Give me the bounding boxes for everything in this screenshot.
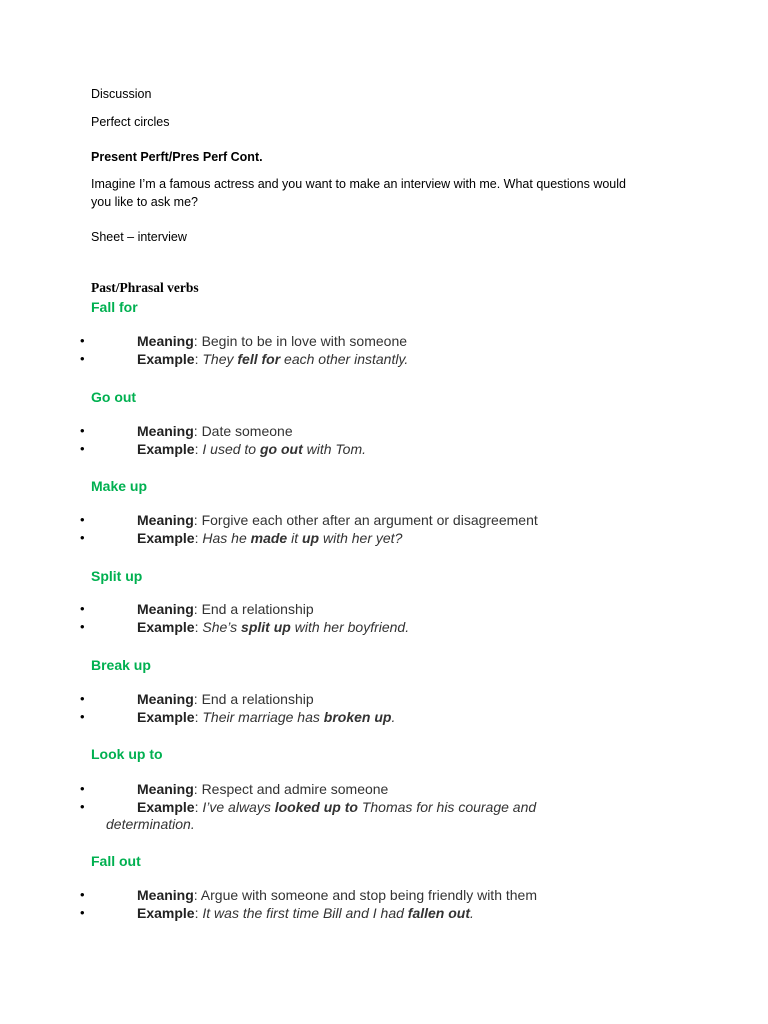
example-part: Has he	[202, 530, 251, 546]
example-part: with her yet?	[319, 530, 403, 546]
example-label: Example	[137, 530, 195, 546]
example-text	[202, 441, 366, 457]
meaning-label: Meaning	[137, 887, 194, 903]
meaning-label: Meaning	[137, 691, 194, 707]
example-part: it	[287, 530, 302, 546]
example-label: Example	[137, 351, 195, 367]
example-part: with her boyfriend.	[290, 619, 410, 635]
example-label: Example	[137, 709, 195, 725]
example-highlight: fallen out	[407, 905, 471, 921]
phrasal-verb-title: Look up to	[91, 746, 163, 762]
bullet-icon: •	[80, 691, 85, 706]
separator: :	[193, 887, 201, 903]
separator: :	[193, 512, 202, 528]
example-highlight: looked up to	[274, 799, 358, 815]
separator: :	[194, 530, 203, 546]
example-part: with Tom.	[302, 441, 367, 457]
meaning-text: End a relationship	[201, 691, 314, 707]
bullet-icon: •	[80, 351, 85, 366]
bullet-icon: •	[80, 441, 85, 456]
example-text	[202, 530, 402, 546]
example-text	[202, 709, 395, 725]
meaning-text: Begin to be in love with someone	[201, 333, 408, 349]
example-part: I used to	[202, 441, 260, 457]
example-label: Example	[137, 905, 195, 921]
separator: :	[194, 709, 203, 725]
phrasal-verb-title: Go out	[91, 389, 137, 405]
meaning-text: Argue with someone and stop being friendly with them	[200, 887, 537, 903]
discussion-label: Discussion	[91, 87, 152, 101]
bullet-icon: •	[80, 530, 85, 545]
separator: :	[193, 781, 202, 797]
bullet-icon: •	[80, 512, 85, 527]
meaning-label: Meaning	[137, 512, 194, 528]
bullet-icon: •	[80, 423, 85, 438]
example-label: Example	[137, 799, 195, 815]
example-part: each other instantly.	[280, 351, 409, 367]
meaning-label: Meaning	[137, 781, 194, 797]
separator: :	[194, 905, 203, 921]
example-label: Example	[137, 619, 195, 635]
bullet-icon: •	[80, 887, 85, 902]
phrasal-verb-title: Break up	[91, 657, 151, 673]
phrasal-verb-title: Make up	[91, 478, 148, 494]
example-highlight: go out	[259, 441, 303, 457]
phrasal-verb-title: Split up	[91, 568, 143, 584]
separator: :	[194, 351, 203, 367]
example-highlight: up	[301, 530, 320, 546]
grammar-topic: Present Perft/Pres Perf Cont.	[91, 150, 263, 164]
example-label: Example	[137, 441, 195, 457]
example-highlight: broken up	[323, 709, 392, 725]
example-part: Thomas for his courage and	[357, 799, 537, 815]
meaning-text: Forgive each other after an argument or disagreement	[201, 512, 538, 528]
separator: :	[194, 441, 203, 457]
phrasal-verb-title: Fall for	[91, 299, 138, 315]
example-part: It was the first time Bill and I had	[202, 905, 408, 921]
example-highlight: fell for	[237, 351, 281, 367]
bullet-icon: •	[80, 799, 85, 814]
separator: :	[193, 601, 202, 617]
example-continuation: determination.	[106, 816, 195, 832]
example-text	[202, 351, 408, 367]
meaning-label: Meaning	[137, 423, 194, 439]
separator: :	[194, 799, 203, 815]
separator: :	[193, 691, 202, 707]
separator: :	[194, 619, 203, 635]
example-part: She’s	[202, 619, 242, 635]
section-heading: Past/Phrasal verbs	[91, 280, 199, 295]
prompt-line-2: you like to ask me?	[91, 195, 198, 209]
bullet-icon: •	[80, 333, 85, 348]
example-text	[202, 905, 474, 921]
perfect-circles-label: Perfect circles	[91, 115, 170, 129]
bullet-icon: •	[80, 601, 85, 616]
meaning-text: Respect and admire someone	[201, 781, 389, 797]
example-highlight: made	[250, 530, 288, 546]
meaning-label: Meaning	[137, 601, 194, 617]
example-part: .	[391, 709, 396, 725]
bullet-icon: •	[80, 905, 85, 920]
example-part: .	[470, 905, 474, 921]
bullet-icon: •	[80, 781, 85, 796]
example-highlight: split up	[241, 619, 291, 635]
example-text	[202, 799, 536, 815]
example-part: I’ve always	[202, 799, 275, 815]
phrasal-verb-title: Fall out	[91, 853, 141, 869]
separator: :	[193, 423, 202, 439]
example-text	[202, 619, 409, 635]
prompt-line-1: Imagine I’m a famous actress and you want to make an interview with me. What questions would	[91, 177, 626, 191]
bullet-icon: •	[80, 619, 85, 634]
example-part: They	[202, 351, 238, 367]
sheet-label: Sheet – interview	[91, 230, 187, 244]
meaning-text: End a relationship	[201, 601, 314, 617]
bullet-icon: •	[80, 709, 85, 724]
separator: :	[193, 333, 202, 349]
meaning-text: Date someone	[201, 423, 293, 439]
meaning-label: Meaning	[137, 333, 194, 349]
example-part: Their marriage has	[202, 709, 324, 725]
